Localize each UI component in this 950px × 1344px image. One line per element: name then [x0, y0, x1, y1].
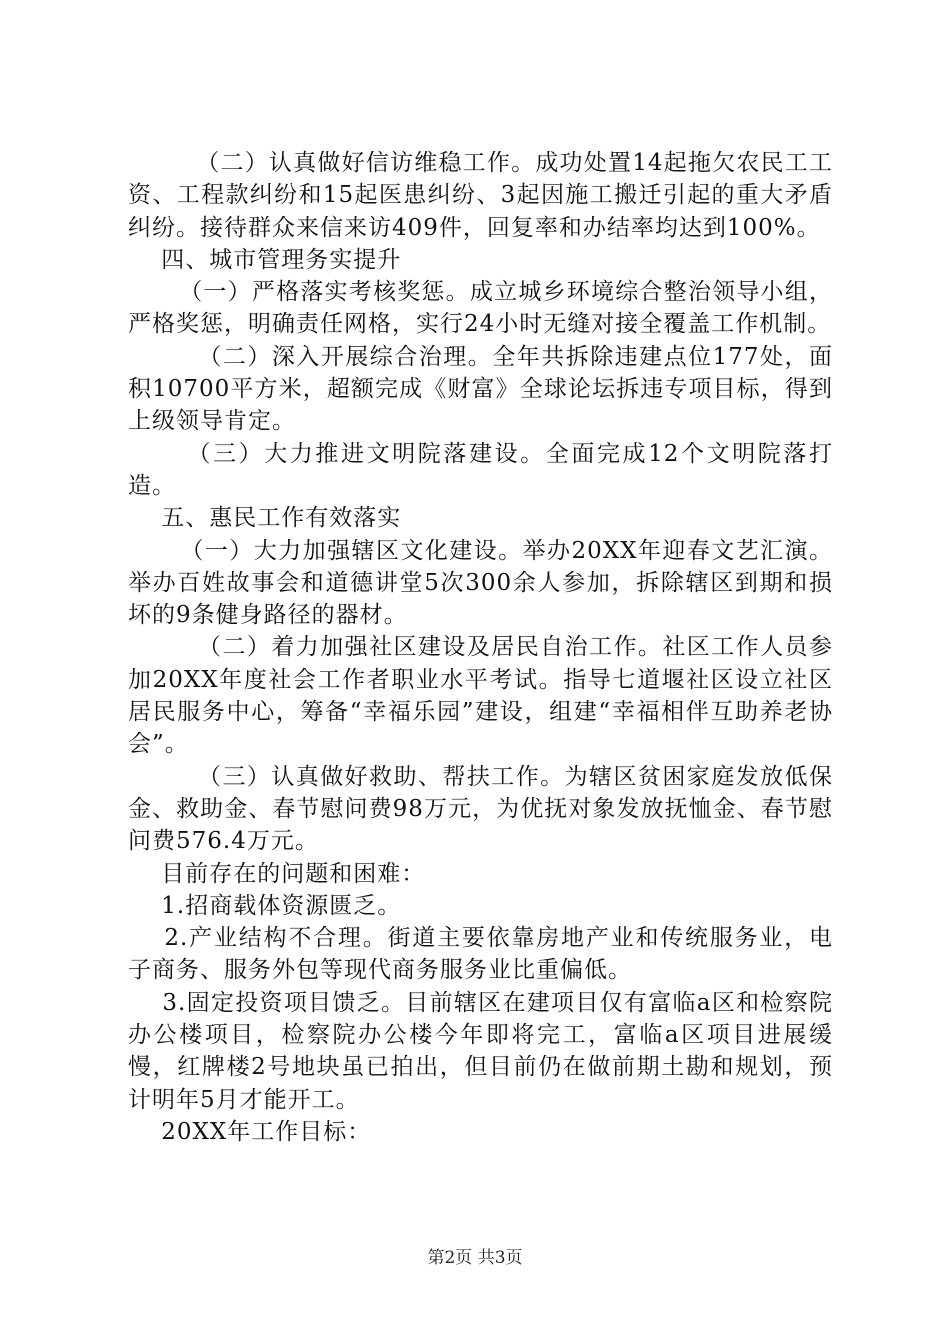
paragraph-culture-building: （一）大力加强辖区文化建设。举办20XX年迎春文艺汇演。举办百姓故事会和道德讲堂5次300余人参加，拆除辖区到期和损坏的9条健身路径的器材。	[128, 537, 834, 629]
heading-livelihood-work: 五、惠民工作有效落实	[128, 505, 402, 532]
list-item-problem-2: 2.产业结构不合理。街道主要依靠房地产业和传统服务业，电子商务、服务外包等现代商务服务业比重偏低。	[128, 925, 833, 984]
heading-urban-management: 四、城市管理务实提升	[128, 246, 402, 273]
paragraph-assessment-rewards: （一）严格落实考核奖惩。成立城乡环境综合整治领导小组，严格奖惩，明确责任网格，实行24小时无缝对接全覆盖工作机制。	[128, 279, 833, 338]
heading-work-goals: 20XX年工作目标：	[128, 1118, 372, 1145]
paragraph-comprehensive-governance: （二）深入开展综合治理。全年共拆除违建点位177处，面积10700平方米，超额完成《财富》全球论坛拆违专项目标，得到上级领导肯定。	[128, 343, 833, 435]
page-number-footer: 第2页 共3页	[427, 1248, 523, 1268]
paragraph-petition-stability: （二）认真做好信访维稳工作。成功处置14起拖欠农民工工资、工程款纠纷和15起医患纠纷、3起因施工搬迁引起的重大矛盾纠纷。接待群众来信来访409件，回复率和办结率均达到100%。	[128, 150, 833, 241]
paragraph-community-building: （二）着力加强社区建设及居民自治工作。社区工作人员参加20XX年度社会工作者职业水平考试。指导七道堰社区设立社区居民服务中心，筹备“幸福乐园”建设，组建“幸福相伴互助养老协会”。	[128, 634, 834, 758]
document-body	[128, 147, 833, 1148]
heading-problems: 目前存在的问题和困难：	[128, 860, 426, 887]
paragraph-relief-assistance: （三）认真做好救助、帮扶工作。为辖区贫困家庭发放低保金、救助金、春节慰问费98万元，为优抚对象发放抚恤金、春节慰问费576.4万元。	[128, 763, 834, 855]
list-item-problem-3: 3.固定投资项目馈乏。目前辖区在建项目仅有富临a区和检察院办公楼项目，检察院办公楼今年即将完工，富临a区项目进展缓慢，红牌楼2号地块虽已拍出，但目前仍在做前期土勘和规划，预计明年5月才能开工。	[128, 989, 833, 1113]
list-item-problem-1: 1.招商载体资源匮乏。	[128, 892, 402, 919]
paragraph-civilized-courtyards: （三）大力推进文明院落建设。全面完成12个文明院落打造。	[128, 440, 833, 499]
